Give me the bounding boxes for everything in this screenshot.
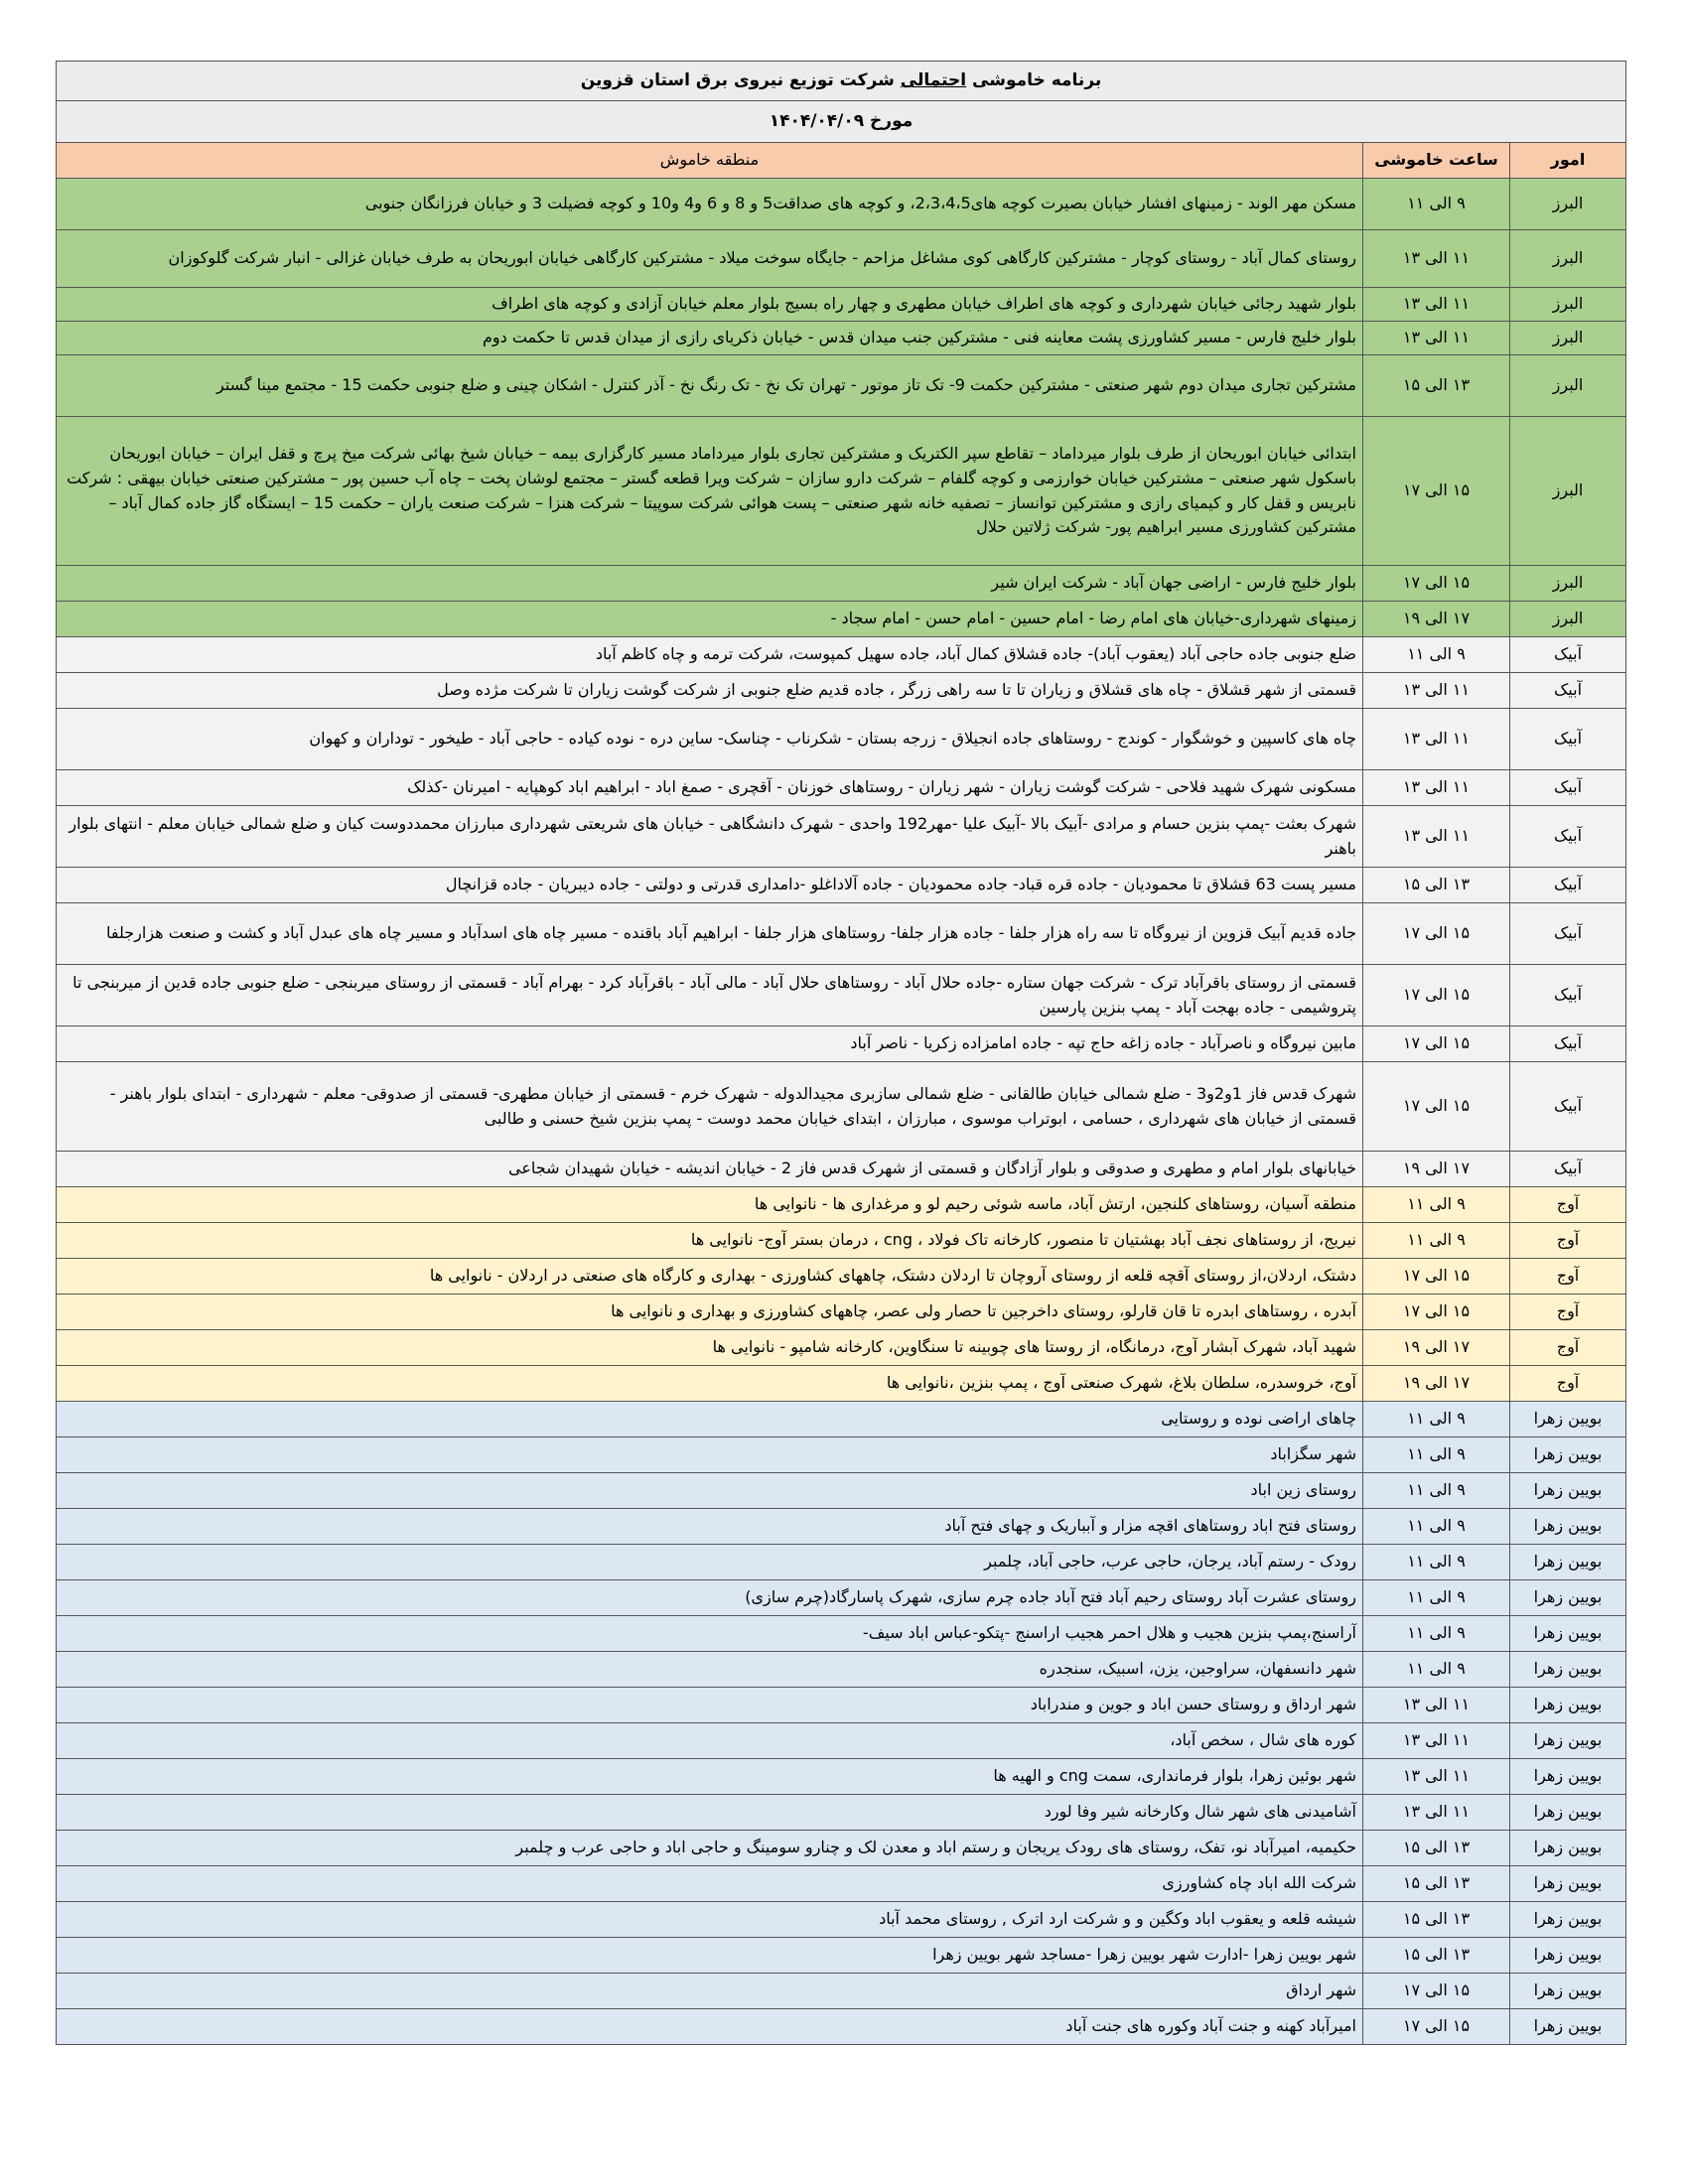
time-cell: ۱۱ الی ۱۳ [1363,288,1510,322]
area-cell: شهرک قدس فاز 1و2و3 - ضلع شمالی خیابان طالقانی - ضلع شمالی سازبری مجیدالدوله - شهرک خرم - قسمتی از خیابان مطهری- قسمتی از صدوقی- معلم - شهرداری - ابتدای بلوار باهنر - قسمتی از خیابان های شهرداری ، حسامی ، ابوتراب موسوی ، مبارزان ، ابتدای خیابان محمد دوست - پمپ بنزین شیخ حسنی و طالبی [57,1062,1363,1152]
time-cell: ۱۵ الی ۱۷ [1363,417,1510,566]
area-cell: جاده قدیم آبیک قزوین از نیروگاه تا سه راه هزار جلفا - جاده هزار جلفا- روستاهای هزار جلفا - ابراهیم آباد باقنده - مسیر چاه های اسدآباد و مسیر چاه های عبدل آباد و کشت و صنعت هزارجلفا [57,903,1363,965]
time-cell: ۱۱ الی ۱۳ [1363,322,1510,355]
omur-cell: بویین زهرا [1510,1831,1626,1866]
omur-cell: بویین زهرا [1510,1688,1626,1723]
time-cell: ۱۷ الی ۱۹ [1363,602,1510,637]
table-row [57,1616,1626,1652]
table-row [57,1652,1626,1688]
table-row [57,1902,1626,1938]
area-cell: حکیمیه، امیرآباد نو، تفک، روستای های رودک یریجان و رستم اباد و معدن لک و چنارو سومینگ و حاجی اباد و حاجی عرب و چلمبر [57,1831,1363,1866]
area-cell: روستای کمال آباد - روستای کوچار - مشترکین کارگاهی کوی مشاغل مزاحم - جایگاه سوخت میلاد - مشترکین کارگاهی خیابان ابوریحان به طرف خیابان غزالی - انبار شرکت گلوکوزان [57,230,1363,288]
time-cell: ۱۳ الی ۱۵ [1363,355,1510,417]
omur-cell: بویین زهرا [1510,1437,1626,1473]
area-cell: کوره های شال ، سخص آباد، [57,1723,1363,1759]
time-cell: ۹ الی ۱۱ [1363,1473,1510,1509]
omur-cell: بویین زهرا [1510,1473,1626,1509]
omur-cell: بویین زهرا [1510,1902,1626,1938]
table-row [57,1366,1626,1402]
title-part-1: برنامه خاموشی [966,70,1102,91]
table-row [57,417,1626,566]
area-cell: شهر ارداق و روستای حسن اباد و جوین و مندراباد [57,1688,1363,1723]
omur-cell: آبیک [1510,1152,1626,1187]
table-row [57,288,1626,322]
omur-cell: البرز [1510,322,1626,355]
area-cell: زمینهای شهرداری-خیابان های امام رضا - امام حسین - امام حسن - امام سجاد - [57,602,1363,637]
omur-cell: آوج [1510,1330,1626,1366]
omur-cell: البرز [1510,179,1626,230]
table-row [57,1831,1626,1866]
table-row [57,1545,1626,1580]
area-cell: آبدره ، روستاهای ابدره تا قان قارلو، روستای داخرجین تا حصار ولی عصر، چاههای کشاورزی و بهداری و نانوایی ها [57,1295,1363,1330]
area-cell: روستای فتح اباد روستاهای اقچه مزار و آبباریک و چهای فتح آباد [57,1509,1363,1545]
omur-cell: آبیک [1510,903,1626,965]
omur-cell: بویین زهرا [1510,1580,1626,1616]
area-cell: شهید آباد، شهرک آبشار آوج، درمانگاه، از روستا های چوبینه تا سنگاوین، کارخانه شامپو - نانوایی ها [57,1330,1363,1366]
time-cell: ۹ الی ۱۱ [1363,1437,1510,1473]
table-row [57,1723,1626,1759]
time-cell: ۱۱ الی ۱۳ [1363,1759,1510,1795]
omur-cell: آبیک [1510,770,1626,806]
table-row [57,322,1626,355]
omur-cell: آوج [1510,1259,1626,1295]
time-cell: ۱۵ الی ۱۷ [1363,1026,1510,1062]
area-cell: شهرک بعثت -پمپ بنزین حسام و مرادی -آبیک بالا -آبیک علیا -مهر192 واحدی - شهرک دانشگاهی - خیابان های شریعتی شهرداری مبارزان محمددوست کیان و ضلع شمالی خیابان معلم - انتهای بلوار باهنر [57,806,1363,868]
table-row [57,1437,1626,1473]
area-cell: رودک - رستم آباد، یرجان، حاجی عرب، حاجی آباد، چلمبر [57,1545,1363,1580]
table-row [57,2009,1626,2045]
area-cell: بلوار خلیج فارس - مسیر کشاورزی پشت معاینه فنی - مشترکین جنب میدان قدس - خیابان ذکریای رازی از میدان قدس تا حکمت دوم [57,322,1363,355]
time-cell: ۱۳ الی ۱۵ [1363,1938,1510,1974]
table-row [57,1473,1626,1509]
table-row [57,1759,1626,1795]
table-row [57,1795,1626,1831]
area-cell: شهر دانسفهان، سراوجین، یزن، اسبیک، سنجدره [57,1652,1363,1688]
time-cell: ۱۱ الی ۱۳ [1363,230,1510,288]
table-title [57,62,1626,101]
time-cell: ۹ الی ۱۱ [1363,1545,1510,1580]
area-cell: شهر سگزاباد [57,1437,1363,1473]
area-cell: قسمتی از روستای باقرآباد ترک - شرکت جهان ستاره -جاده حلال آباد - روستاهای حلال آباد - مالی آباد - باقرآباد کرد - بهرام آباد - قسمتی از روستای میربنجی - ضلع جنوبی جاده قدین از میربنجی تا پتروشیمی - جاده بهجت آباد - پمپ بنزین پارسین [57,965,1363,1026]
time-cell: ۱۵ الی ۱۷ [1363,1295,1510,1330]
omur-cell: آبیک [1510,637,1626,673]
time-cell: ۱۳ الی ۱۵ [1363,1831,1510,1866]
area-cell: شرکت الله اباد چاه کشاورزی [57,1866,1363,1902]
area-cell: ضلع جنوبی جاده حاجی آباد (یعقوب آباد)- جاده قشلاق کمال آباد، جاده سهیل کمپوست، شرکت ترمه و چاه کاظم آباد [57,637,1363,673]
time-cell: ۱۱ الی ۱۳ [1363,673,1510,709]
table-row [57,965,1626,1026]
area-cell: مشترکین تجاری میدان دوم شهر صنعتی - مشترکین حکمت 9- تک تاز موتور - تهران تک نخ - تک رنگ نخ - آذر کنترل - اشکان چینی و ضلع جنوبی حکمت 15 - مجتمع مینا گستر [57,355,1363,417]
table-row [57,355,1626,417]
table-row [57,1295,1626,1330]
omur-cell: البرز [1510,355,1626,417]
omur-cell: البرز [1510,417,1626,566]
omur-cell: البرز [1510,566,1626,602]
time-cell: ۱۷ الی ۱۹ [1363,1330,1510,1366]
omur-cell: آبیک [1510,1026,1626,1062]
area-cell: ابتدائی خیابان ابوریحان از طرف بلوار میرداماد – تقاطع سپر الکتریک و مشترکین تجاری بلوار میرداماد مسیر کارگزاری بیمه – خیابان شیخ بهائی شرکت میخ پرچ و قفل ایران – خیابان ابوریحان باسکول شهر صنعتی – مشترکین خیابان خوارزمی و کوچه گلفام – شرکت دارو سازان – شرکت ویرا قطعه گستر – مجتمع لوشان پخت – چاه آب حسین پور – مشترکین صنعتی خیابان بیهقی : شرکت نابریس و قفل کار و کیمیای رازی و مشترکین توانساز – تصفیه خانه شهر صنعتی – پست هوائی شرکت سوپیتا – شرکت هنزا – شرکت صنعت یاران – حکمت 15 – ایستگاه گاز جاده کمال آباد – مشترکین کشاورزی مسیر ابراهیم پور- شرکت ژلاتین حلال [57,417,1363,566]
table-row [57,179,1626,230]
omur-cell: آبیک [1510,868,1626,903]
time-cell: ۹ الی ۱۱ [1363,179,1510,230]
table-row [57,566,1626,602]
time-cell: ۹ الی ۱۱ [1363,1509,1510,1545]
omur-cell: بویین زهرا [1510,1795,1626,1831]
area-cell: شهر ارداق [57,1974,1363,2009]
time-cell: ۱۱ الی ۱۳ [1363,1688,1510,1723]
area-cell: مابین نیروگاه و ناصرآباد - جاده زاغه حاج تپه - جاده امامزاده زکریا - ناصر آباد [57,1026,1363,1062]
area-cell: منطقه آسیان، روستاهای کلنجین، ارتش آباد، ماسه شوئی رحیم لو و مرغداری ها - نانوایی ها [57,1187,1363,1223]
time-cell: ۱۱ الی ۱۳ [1363,709,1510,770]
time-cell: ۱۵ الی ۱۷ [1363,2009,1510,2045]
area-cell: دشتک، اردلان،از روستای آقچه قلعه از روستای آروچان تا اردلان دشتک، چاههای کشاورزی - بهداری و کارگاه های صنعتی در اردلان - نانوایی ها [57,1259,1363,1295]
column-header-area: منطقه خاموش [57,143,1363,179]
table-row [57,1974,1626,2009]
table-body [57,179,1626,2045]
time-cell: ۹ الی ۱۱ [1363,1616,1510,1652]
time-cell: ۱۳ الی ۱۵ [1363,1866,1510,1902]
omur-cell: بویین زهرا [1510,1545,1626,1580]
table-row [57,1938,1626,1974]
area-cell: آراسنج،پمپ بنزین هجیب و هلال احمر هجیب اراسنج -پتکو-عباس اباد سیف- [57,1616,1363,1652]
area-cell: مسیر پست 63 قشلاق تا محمودیان - جاده قره قباد- جاده محمودیان - جاده آلاداغلو -دامداری قدرتی و دولتی - جاده دیبریان - جاده قزانچال [57,868,1363,903]
area-cell: نیریج، از روستاهای نجف آباد بهشتیان تا منصور، کارخانه تاک فولاد ، cng ، درمان بستر آوج- نانوایی ها [57,1223,1363,1259]
table-row [57,1026,1626,1062]
time-cell: ۹ الی ۱۱ [1363,1223,1510,1259]
omur-cell: البرز [1510,288,1626,322]
time-cell: ۱۵ الی ۱۷ [1363,903,1510,965]
time-cell: ۱۳ الی ۱۵ [1363,1902,1510,1938]
area-cell: روستای زین اباد [57,1473,1363,1509]
omur-cell: البرز [1510,602,1626,637]
area-cell: مسکن مهر الوند - زمینهای افشار خیابان بصیرت کوچه های2،3،4،5، و کوچه های صداقت5 و 8 و 6 و4 و10 و کوچه فضیلت 3 و خیابان فرزانگان جنوبی [57,179,1363,230]
omur-cell: آبیک [1510,806,1626,868]
table-row [57,1580,1626,1616]
table-date: مورخ ۱۴۰۴/۰۴/۰۹ [57,101,1626,143]
table-row [57,1402,1626,1437]
time-cell: ۱۵ الی ۱۷ [1363,1974,1510,2009]
area-cell: بلوار خلیج فارس - اراضی جهان آباد - شرکت ایران شیر [57,566,1363,602]
omur-cell: البرز [1510,230,1626,288]
omur-cell: آوج [1510,1223,1626,1259]
time-cell: ۹ الی ۱۱ [1363,1580,1510,1616]
omur-cell: بویین زهرا [1510,1402,1626,1437]
table-row [57,1223,1626,1259]
area-cell: شهر بوئین زهرا، بلوار فرمانداری، سمت cng و الهیه ها [57,1759,1363,1795]
outage-schedule-page [56,61,1626,2045]
column-header-omur: امور [1510,143,1626,179]
omur-cell: بویین زهرا [1510,1509,1626,1545]
omur-cell: آبیک [1510,673,1626,709]
table-row [57,1152,1626,1187]
table-row [57,637,1626,673]
omur-cell: بویین زهرا [1510,1938,1626,1974]
area-cell: آوج، خروسدره، سلطان بلاغ، شهرک صنعتی آوج ، پمپ بنزین ،نانوایی ها [57,1366,1363,1402]
omur-cell: بویین زهرا [1510,2009,1626,2045]
omur-cell: بویین زهرا [1510,1652,1626,1688]
area-cell: چاهای اراضی نوده و روستایی [57,1402,1363,1437]
table-row [57,1688,1626,1723]
table-row [57,868,1626,903]
area-cell: چاه های کاسپین و خوشگوار - کوندج - روستاهای جاده انجیلاق - زرجه بستان - شکرناب - چناسک- ساین دره - نوده کیاده - حاجی آباد - طیخور - توداران و کهوان [57,709,1363,770]
table-row [57,673,1626,709]
area-cell: مسکونی شهرک شهید فلاحی - شرکت گوشت زیاران - شهر زیاران - روستاهای خوزنان - آقچری - صمغ اباد - ابراهیم اباد کوهپایه - امیرنان -کذلک [57,770,1363,806]
time-cell: ۹ الی ۱۱ [1363,1187,1510,1223]
area-cell: آشامیدنی های شهر شال وکارخانه شیر وفا لورد [57,1795,1363,1831]
time-cell: ۱۱ الی ۱۳ [1363,806,1510,868]
area-cell: امیرآباد کهنه و جنت آباد وکوره های جنت آباد [57,2009,1363,2045]
table-row [57,1866,1626,1902]
omur-cell: آبیک [1510,1062,1626,1152]
time-cell: ۱۱ الی ۱۳ [1363,770,1510,806]
omur-cell: آوج [1510,1366,1626,1402]
column-header-time: ساعت خاموشی [1363,143,1510,179]
time-cell: ۱۱ الی ۱۳ [1363,1723,1510,1759]
time-cell: ۱۷ الی ۱۹ [1363,1152,1510,1187]
time-cell: ۱۵ الی ۱۷ [1363,1259,1510,1295]
table-row [57,602,1626,637]
omur-cell: بویین زهرا [1510,1974,1626,2009]
omur-cell: آوج [1510,1295,1626,1330]
time-cell: ۱۳ الی ۱۵ [1363,868,1510,903]
table-row [57,806,1626,868]
table-row [57,1062,1626,1152]
area-cell: شهر بویین زهرا -ادارت شهر بویین زهرا -مساجد شهر بویین زهرا [57,1938,1363,1974]
title-part-2: شرکت توزیع نیروی برق استان قزوین [580,70,901,91]
omur-cell: آوج [1510,1187,1626,1223]
omur-cell: بویین زهرا [1510,1866,1626,1902]
omur-cell: بویین زهرا [1510,1759,1626,1795]
time-cell: ۹ الی ۱۱ [1363,1402,1510,1437]
table-row [57,1187,1626,1223]
area-cell: خیابانهای بلوار امام و مطهری و صدوقی و بلوار آزادگان و قسمتی از شهرک قدس فاز 2 - خیابان اندیشه - خیابان شهیدان شجاعی [57,1152,1363,1187]
area-cell: روستای عشرت آباد روستای رحیم آباد فتح آباد جاده چرم سازی، شهرک پاسارگاد(چرم سازی) [57,1580,1363,1616]
time-cell: ۹ الی ۱۱ [1363,1652,1510,1688]
outage-table [56,61,1626,2045]
time-cell: ۱۷ الی ۱۹ [1363,1366,1510,1402]
time-cell: ۹ الی ۱۱ [1363,637,1510,673]
omur-cell: آبیک [1510,965,1626,1026]
area-cell: شیشه قلعه و یعقوب اباد وکگین و و شرکت ارد اترک , روستای محمد آباد [57,1902,1363,1938]
time-cell: ۱۱ الی ۱۳ [1363,1795,1510,1831]
omur-cell: بویین زهرا [1510,1723,1626,1759]
time-cell: ۱۵ الی ۱۷ [1363,965,1510,1026]
title-underlined-word: احتمالی [900,70,967,91]
time-cell: ۱۵ الی ۱۷ [1363,566,1510,602]
omur-cell: بویین زهرا [1510,1616,1626,1652]
omur-cell: آبیک [1510,709,1626,770]
table-row [57,230,1626,288]
area-cell: بلوار شهید رجائی خیابان شهرداری و کوچه های اطراف خیابان مطهری و چهار راه بسیج بلوار معلم خیابان آزادی و کوچه های اطراف [57,288,1363,322]
table-row [57,1330,1626,1366]
table-row [57,1509,1626,1545]
table-row [57,770,1626,806]
area-cell: قسمتی از شهر قشلاق - چاه های قشلاق و زیاران تا تا سه راهی زرگر ، جاده قدیم ضلع جنوبی از شرکت گوشت زیاران تا شرکت مژده وصل [57,673,1363,709]
time-cell: ۱۵ الی ۱۷ [1363,1062,1510,1152]
table-row [57,1259,1626,1295]
table-row [57,903,1626,965]
table-row [57,709,1626,770]
